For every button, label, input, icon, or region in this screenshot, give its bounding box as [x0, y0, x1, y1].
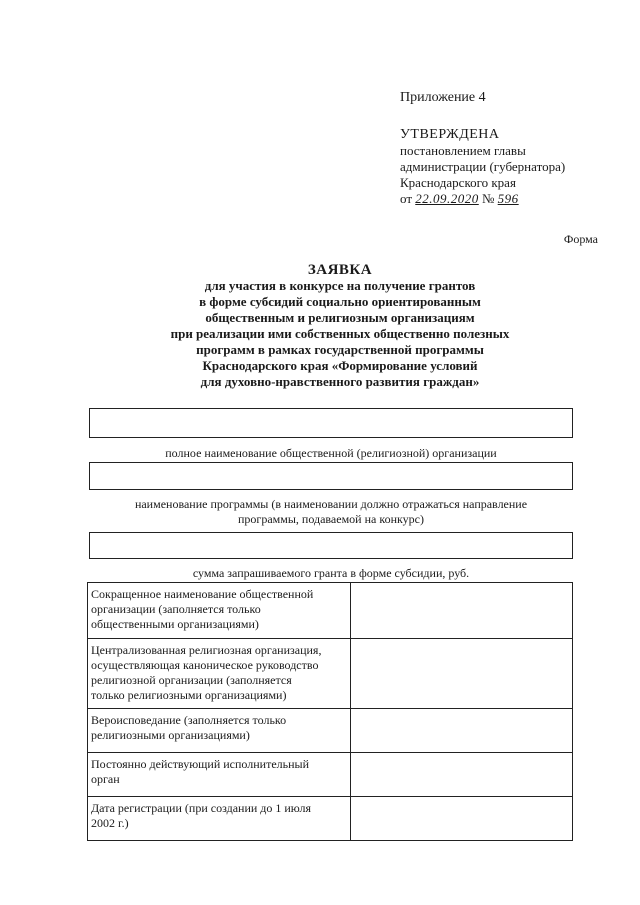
- document-title: [110, 262, 570, 390]
- program-caption-line: наименование программы (в наименовании должно отражаться направление: [134, 497, 528, 511]
- label-line: организации (заполняется только: [91, 602, 261, 616]
- label-line: орган: [91, 772, 120, 786]
- row-label-executive-body: [88, 753, 351, 797]
- decree-line-1: постановлением главы: [400, 143, 526, 158]
- date-prefix: от: [400, 191, 413, 206]
- title-line: программ в рамках государственной программы: [196, 342, 484, 357]
- table-row: [88, 797, 573, 841]
- title-line: в форме субсидий социально ориентированным: [199, 294, 481, 309]
- label-line: Вероисповедание (заполняется только: [91, 713, 287, 727]
- decree-number: 596: [497, 191, 519, 206]
- decree-line-3: Краснодарского края: [400, 175, 516, 190]
- label-line: Постоянно действующий исполнительный: [91, 757, 310, 771]
- program-name-field[interactable]: [89, 462, 573, 490]
- title-line: Краснодарского края «Формирование условий: [202, 358, 478, 373]
- grant-amount-caption: сумма запрашиваемого гранта в форме субсидии, руб.: [192, 566, 470, 580]
- number-prefix: №: [482, 191, 495, 206]
- label-line: только религиозными организациями): [91, 688, 287, 702]
- label-line: религиозной организации (заполняется: [91, 673, 292, 687]
- row-value-registration-date[interactable]: [351, 797, 573, 841]
- table-row: [88, 583, 573, 639]
- row-label-religion: [88, 709, 351, 753]
- decree-date-line: [400, 191, 610, 207]
- title-line: общественным и религиозным организациям: [205, 310, 475, 325]
- row-value-executive-body[interactable]: [351, 753, 573, 797]
- program-caption-line: программы, подаваемой на конкурс): [238, 512, 424, 526]
- label-line: осуществляющая каноническое руководство: [91, 658, 319, 672]
- decree-line-2: администрации (губернатора): [400, 159, 566, 174]
- label-line: общественными организациями): [91, 617, 259, 631]
- table-row: [88, 709, 573, 753]
- row-value-religion[interactable]: [351, 709, 573, 753]
- grant-amount-field[interactable]: [89, 532, 573, 559]
- approved-heading: УТВЕРЖДЕНА: [400, 127, 500, 142]
- table-row: [88, 639, 573, 709]
- decree-date: 22.09.2020: [415, 191, 479, 206]
- approval-stamp: [400, 127, 610, 207]
- organization-name-field[interactable]: [89, 408, 573, 438]
- table-row: [88, 753, 573, 797]
- title-line: для участия в конкурсе на получение грантов: [204, 278, 476, 293]
- form-label: Форма: [563, 232, 598, 246]
- row-label-registration-date: [88, 797, 351, 841]
- organization-info-table: [87, 582, 573, 841]
- title-main: ЗАЯВКА: [307, 262, 373, 278]
- row-value-central-org[interactable]: [351, 639, 573, 709]
- row-label-short-name: [88, 583, 351, 639]
- title-line: для духовно-нравственного развития граждан»: [200, 374, 480, 389]
- organization-name-caption: полное наименование общественной (религиозной) организации: [165, 446, 497, 460]
- label-line: Сокращенное наименование общественной: [91, 587, 314, 601]
- row-label-central-org: [88, 639, 351, 709]
- appendix-label: Приложение 4: [400, 90, 486, 105]
- title-line: при реализации ими собственных общественно полезных: [170, 326, 510, 341]
- label-line: Дата регистрации (при создании до 1 июля: [91, 801, 311, 815]
- row-value-short-name[interactable]: [351, 583, 573, 639]
- label-line: Централизованная религиозная организация,: [91, 643, 322, 657]
- program-name-caption: [89, 497, 573, 527]
- label-line: религиозными организациями): [91, 728, 250, 742]
- label-line: 2002 г.): [91, 816, 129, 830]
